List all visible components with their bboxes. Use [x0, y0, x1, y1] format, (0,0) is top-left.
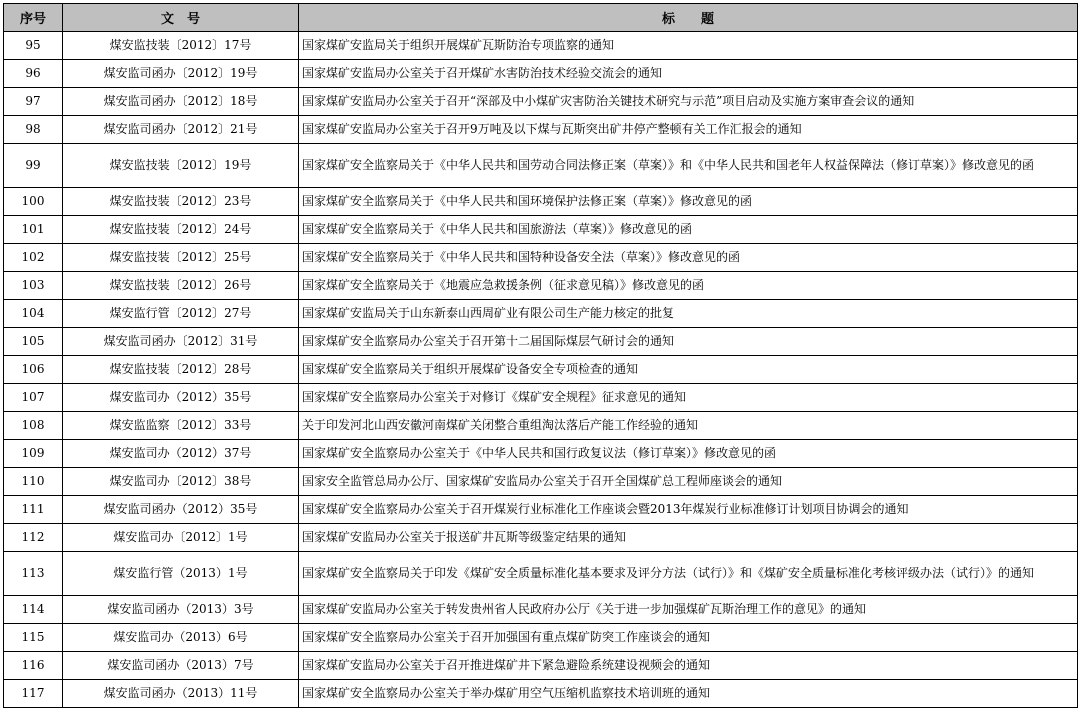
- table-row: [4, 32, 1078, 60]
- table-row: [4, 680, 1078, 708]
- table-row: [4, 88, 1078, 116]
- cell-doc-number: 煤安监司办（2012）35号: [63, 384, 299, 412]
- table-row: [4, 188, 1078, 216]
- table-row: [4, 468, 1078, 496]
- cell-seq: 103: [4, 272, 63, 300]
- table-row: [4, 216, 1078, 244]
- cell-title: 国家煤矿安监局办公室关于召开“深部及中小煤矿灾害防治关键技术研究与示范”项目启动及实施方案审查会议的通知: [299, 88, 1078, 116]
- cell-title: 国家煤矿安全监察局办公室关于《中华人民共和国行政复议法（修订草案）》修改意见的函: [299, 440, 1078, 468]
- cell-seq: 105: [4, 328, 63, 356]
- cell-seq: 95: [4, 32, 63, 60]
- table-header-row: [4, 4, 1078, 32]
- table-row: [4, 652, 1078, 680]
- table-row: [4, 596, 1078, 624]
- cell-doc-number: 煤安监司函办〔2012〕21号: [63, 116, 299, 144]
- cell-doc-number: 煤安监司办（2013）6号: [63, 624, 299, 652]
- cell-seq: 109: [4, 440, 63, 468]
- cell-doc-number: 煤安监行管（2013）1号: [63, 552, 299, 596]
- document-table: [3, 3, 1078, 708]
- header-title: 标 题: [299, 4, 1078, 32]
- cell-doc-number: 煤安监司函办（2013）11号: [63, 680, 299, 708]
- header-doc-number: 文 号: [63, 4, 299, 32]
- cell-doc-number: 煤安监司函办（2012）35号: [63, 496, 299, 524]
- cell-doc-number: 煤安监司办〔2012〕38号: [63, 468, 299, 496]
- cell-seq: 100: [4, 188, 63, 216]
- cell-doc-number: 煤安监行管〔2012〕27号: [63, 300, 299, 328]
- cell-title: 国家煤矿安监局办公室关于转发贵州省人民政府办公厅《关于进一步加强煤矿瓦斯治理工作的意见》的通知: [299, 596, 1078, 624]
- table-row: [4, 300, 1078, 328]
- cell-doc-number: 煤安监技装〔2012〕24号: [63, 216, 299, 244]
- cell-seq: 106: [4, 356, 63, 384]
- cell-title: 国家煤矿安全监察局关于组织开展煤矿设备安全专项检查的通知: [299, 356, 1078, 384]
- cell-title: 国家煤矿安监局办公室关于召开推进煤矿井下紧急避险系统建设视频会的通知: [299, 652, 1078, 680]
- table-row: [4, 328, 1078, 356]
- table-row: [4, 116, 1078, 144]
- header-seq: 序号: [4, 4, 63, 32]
- cell-title: 国家煤矿安全监察局办公室关于举办煤矿用空气压缩机监察技术培训班的通知: [299, 680, 1078, 708]
- table-row: [4, 496, 1078, 524]
- cell-seq: 104: [4, 300, 63, 328]
- cell-title: 国家煤矿安监局关于组织开展煤矿瓦斯防治专项监察的通知: [299, 32, 1078, 60]
- table-row: [4, 144, 1078, 188]
- cell-title: 国家煤矿安全监察局办公室关于召开加强国有重点煤矿防突工作座谈会的通知: [299, 624, 1078, 652]
- cell-title: 国家煤矿安监局办公室关于召开9万吨及以下煤与瓦斯突出矿井停产整顿有关工作汇报会的通知: [299, 116, 1078, 144]
- cell-doc-number: 煤安监司办〔2012〕1号: [63, 524, 299, 552]
- cell-doc-number: 煤安监司函办（2013）3号: [63, 596, 299, 624]
- cell-seq: 102: [4, 244, 63, 272]
- cell-seq: 108: [4, 412, 63, 440]
- cell-title: 国家煤矿安全监察局关于印发《煤矿安全质量标准化基本要求及评分方法（试行）》和《煤矿安全质量标准化考核评级办法（试行）》的通知: [299, 552, 1078, 596]
- cell-title: 国家煤矿安全监察局办公室关于对修订《煤矿安全规程》征求意见的通知: [299, 384, 1078, 412]
- cell-seq: 97: [4, 88, 63, 116]
- cell-title: 国家安全监管总局办公厅、国家煤矿安监局办公室关于召开全国煤矿总工程师座谈会的通知: [299, 468, 1078, 496]
- table-row: [4, 272, 1078, 300]
- table-row: [4, 624, 1078, 652]
- cell-seq: 117: [4, 680, 63, 708]
- table-row: [4, 552, 1078, 596]
- cell-title: 国家煤矿安全监察局关于《中华人民共和国旅游法（草案）》修改意见的函: [299, 216, 1078, 244]
- cell-title: 国家煤矿安全监察局关于《中华人民共和国环境保护法修正案（草案）》修改意见的函: [299, 188, 1078, 216]
- cell-seq: 107: [4, 384, 63, 412]
- cell-doc-number: 煤安监技装〔2012〕28号: [63, 356, 299, 384]
- table-row: [4, 524, 1078, 552]
- cell-doc-number: 煤安监监察〔2012〕33号: [63, 412, 299, 440]
- cell-doc-number: 煤安监技装〔2012〕17号: [63, 32, 299, 60]
- cell-seq: 98: [4, 116, 63, 144]
- cell-seq: 114: [4, 596, 63, 624]
- cell-title: 国家煤矿安监局办公室关于报送矿井瓦斯等级鉴定结果的通知: [299, 524, 1078, 552]
- cell-doc-number: 煤安监司函办〔2012〕18号: [63, 88, 299, 116]
- cell-doc-number: 煤安监司函办〔2012〕31号: [63, 328, 299, 356]
- cell-seq: 110: [4, 468, 63, 496]
- cell-seq: 96: [4, 60, 63, 88]
- table-row: [4, 60, 1078, 88]
- table-row: [4, 356, 1078, 384]
- cell-title: 国家煤矿安全监察局关于《中华人民共和国特种设备安全法（草案）》修改意见的函: [299, 244, 1078, 272]
- cell-seq: 101: [4, 216, 63, 244]
- table-row: [4, 412, 1078, 440]
- cell-seq: 115: [4, 624, 63, 652]
- cell-doc-number: 煤安监司办（2012）37号: [63, 440, 299, 468]
- cell-doc-number: 煤安监技装〔2012〕19号: [63, 144, 299, 188]
- table-row: [4, 440, 1078, 468]
- cell-title: 国家煤矿安监局办公室关于召开煤矿水害防治技术经验交流会的通知: [299, 60, 1078, 88]
- cell-doc-number: 煤安监技装〔2012〕23号: [63, 188, 299, 216]
- table-row: [4, 244, 1078, 272]
- cell-seq: 113: [4, 552, 63, 596]
- cell-seq: 116: [4, 652, 63, 680]
- cell-doc-number: 煤安监技装〔2012〕25号: [63, 244, 299, 272]
- cell-title: 国家煤矿安全监察局办公室关于召开第十二届国际煤层气研讨会的通知: [299, 328, 1078, 356]
- cell-seq: 112: [4, 524, 63, 552]
- cell-title: 国家煤矿安全监察局关于《地震应急救援条例（征求意见稿）》修改意见的函: [299, 272, 1078, 300]
- cell-title: 国家煤矿安监局关于山东新泰山西周矿业有限公司生产能力核定的批复: [299, 300, 1078, 328]
- table-row: [4, 384, 1078, 412]
- cell-doc-number: 煤安监技装〔2012〕26号: [63, 272, 299, 300]
- cell-seq: 111: [4, 496, 63, 524]
- cell-title: 关于印发河北山西安徽河南煤矿关闭整合重组淘汰落后产能工作经验的通知: [299, 412, 1078, 440]
- cell-doc-number: 煤安监司函办〔2012〕19号: [63, 60, 299, 88]
- cell-title: 国家煤矿安全监察局关于《中华人民共和国劳动合同法修正案（草案）》和《中华人民共和国老年人权益保障法（修订草案）》修改意见的函: [299, 144, 1078, 188]
- cell-title: 国家煤矿安全监察局办公室关于召开煤炭行业标准化工作座谈会暨2013年煤炭行业标准修订计划项目协调会的通知: [299, 496, 1078, 524]
- cell-seq: 99: [4, 144, 63, 188]
- cell-doc-number: 煤安监司函办（2013）7号: [63, 652, 299, 680]
